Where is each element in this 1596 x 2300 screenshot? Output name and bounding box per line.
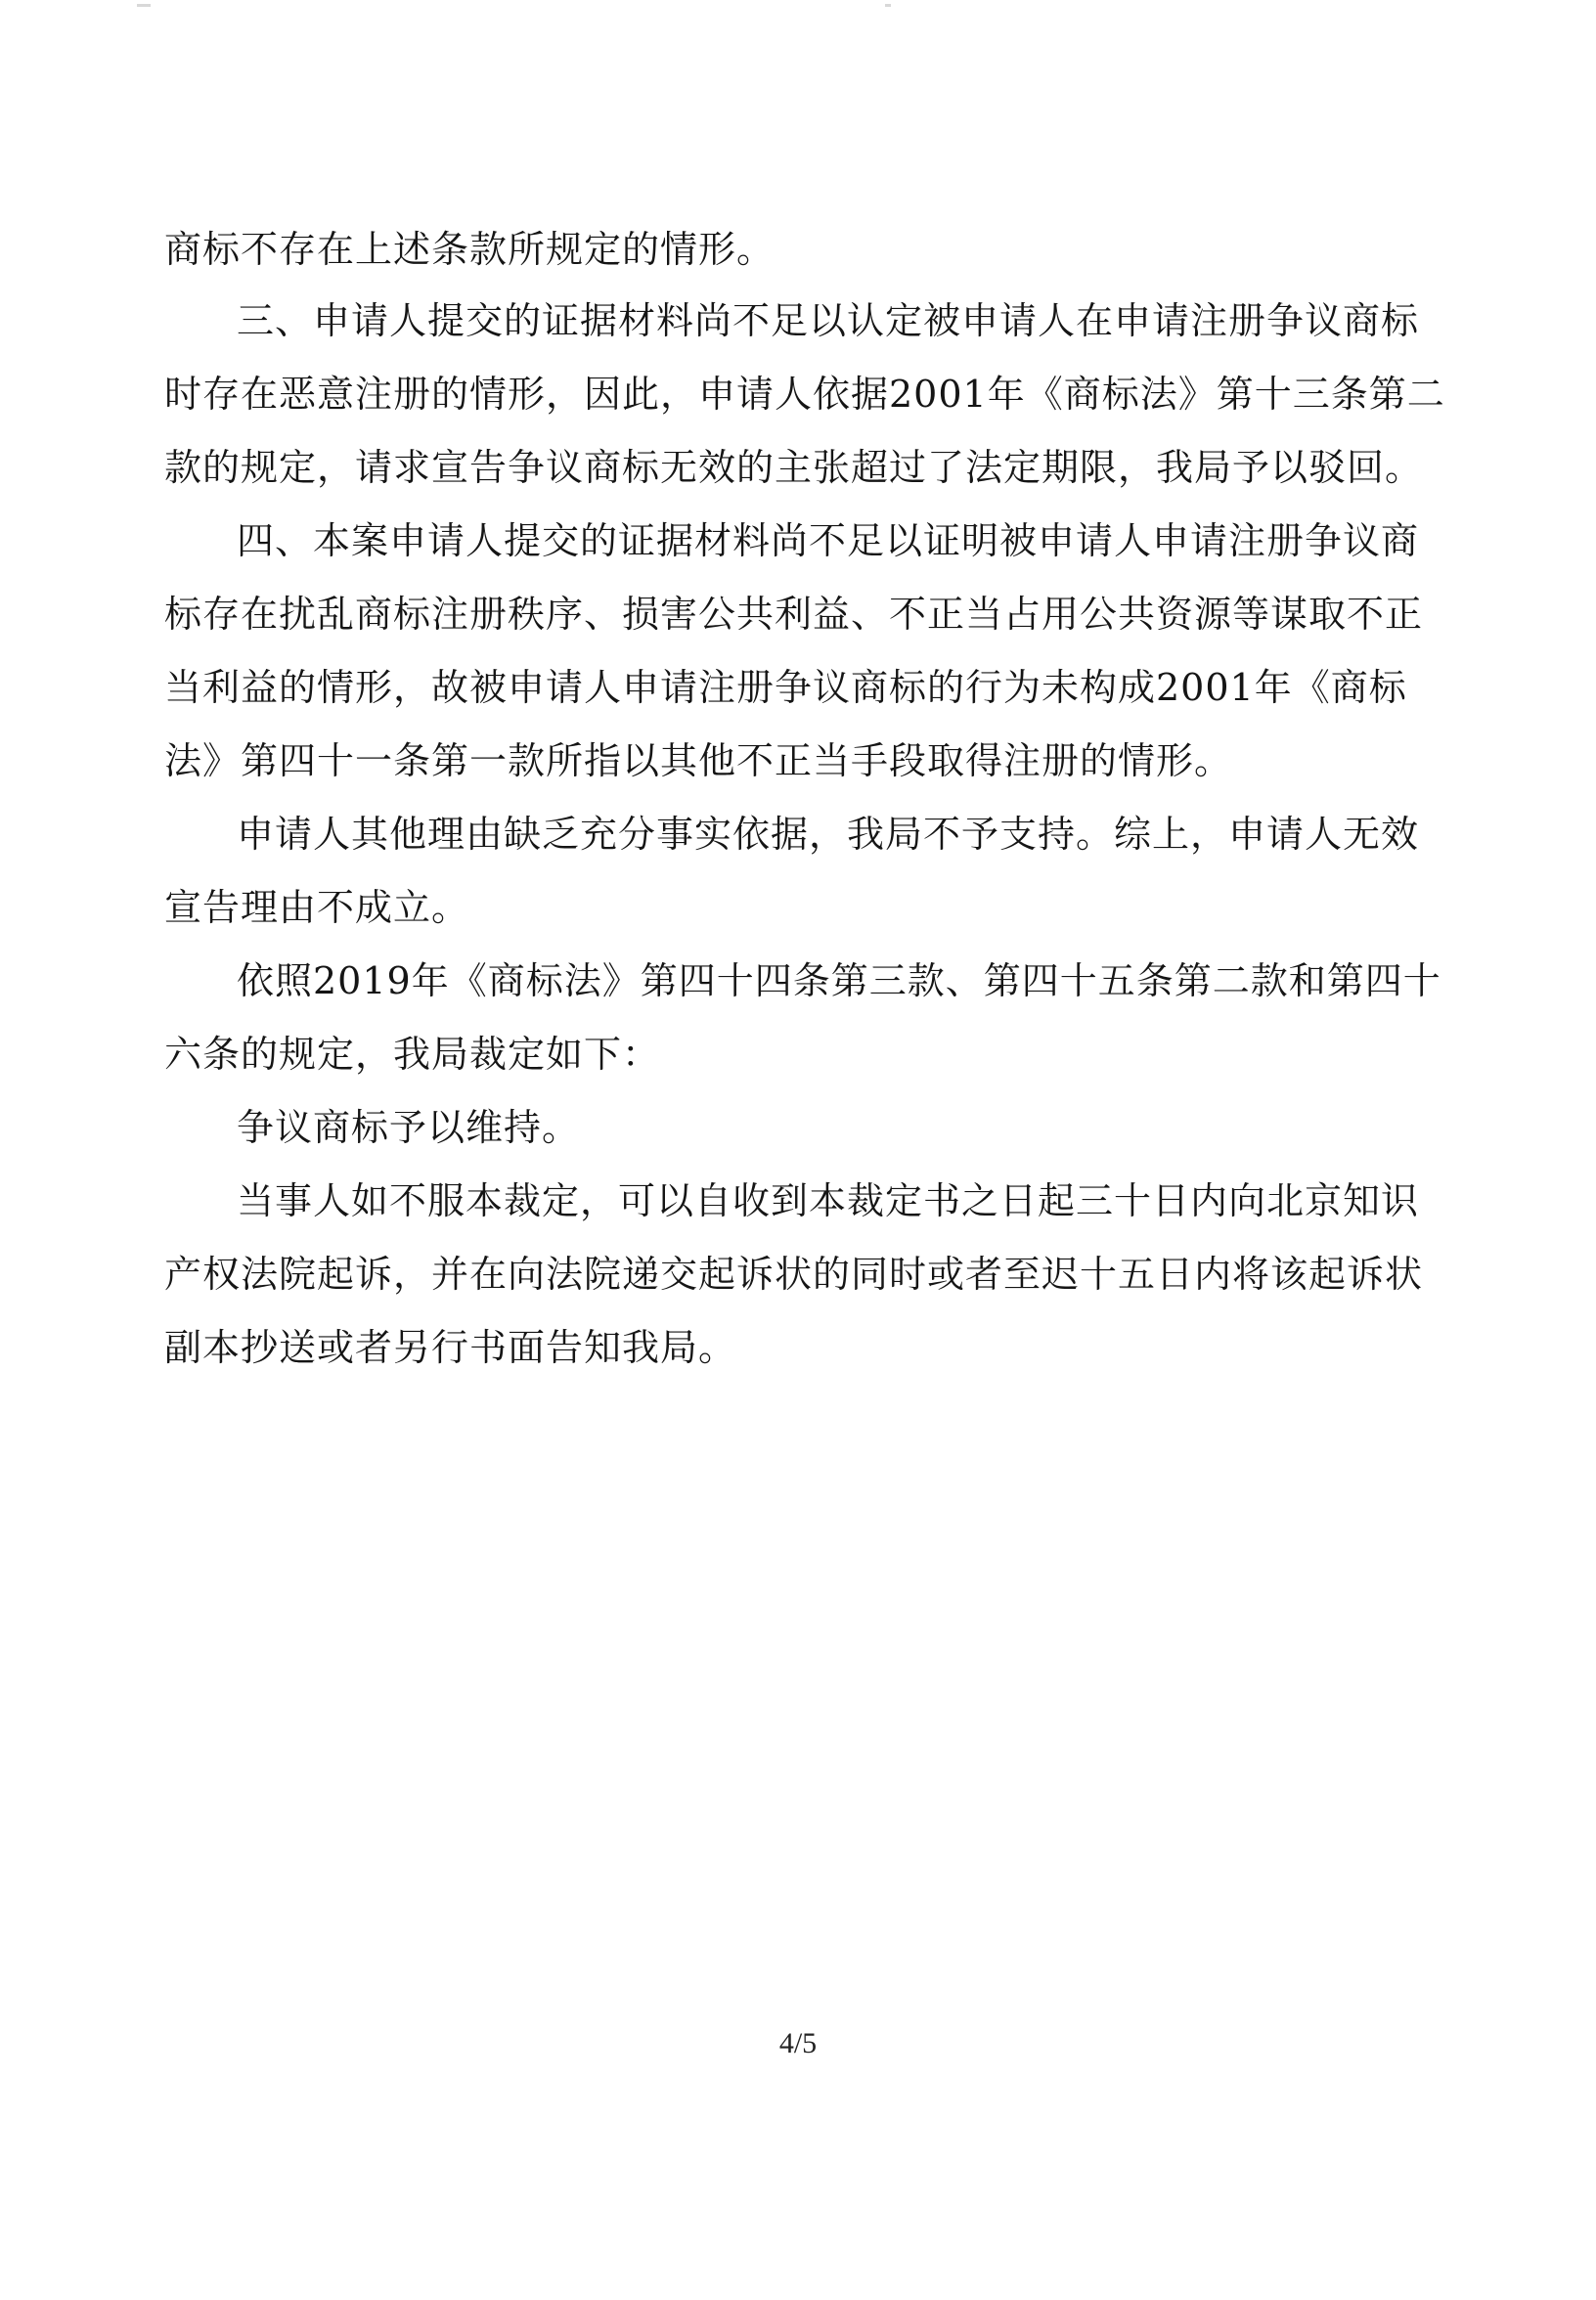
paragraph-line: 法》第四十一条第一款所指以其他不正当手段取得注册的情形。 [164, 739, 1233, 782]
paragraph-line: 副本抄送或者另行书面告知我局。 [164, 1326, 737, 1369]
paragraph-line: 三、申请人提交的证据材料尚不足以认定被申请人在申请注册争议商标 [237, 299, 1420, 342]
paragraph-line: 标存在扰乱商标注册秩序、损害公共利益、不正当占用公共资源等谋取不正 [164, 593, 1424, 636]
paragraph-line: 商标不存在上述条款所规定的情形。 [164, 228, 776, 271]
paragraph-line: 依照2019年《商标法》第四十四条第三款、第四十五条第二款和第四十 [237, 959, 1441, 1002]
paragraph-line: 六条的规定，我局裁定如下： [164, 1033, 661, 1076]
paragraph-line: 产权法院起诉，并在向法院递交起诉状的同时或者至迟十五日内将该起诉状 [164, 1253, 1424, 1296]
paragraph-line: 申请人其他理由缺乏充分事实依据，我局不予支持。综上，申请人无效 [237, 813, 1420, 856]
paragraph-line: 当利益的情形，故被申请人申请注册争议商标的行为未构成2001年《商标 [164, 666, 1407, 709]
scan-mark [137, 4, 151, 7]
paragraph-line: 争议商标予以维持。 [237, 1106, 581, 1149]
paragraph-line: 宣告理由不成立。 [164, 886, 470, 929]
paragraph-line: 时存在恶意注册的情形，因此，申请人依据2001年《商标法》第十三条第二 [164, 373, 1445, 416]
page-number: 4/5 [778, 2027, 818, 2059]
paragraph-line: 当事人如不服本裁定，可以自收到本裁定书之日起三十日内向北京知识 [237, 1179, 1420, 1222]
scan-mark [885, 4, 891, 7]
paragraph-line: 四、本案申请人提交的证据材料尚不足以证明被申请人申请注册争议商 [237, 519, 1420, 562]
paragraph-line: 款的规定，请求宣告争议商标无效的主张超过了法定期限，我局予以驳回。 [164, 446, 1424, 489]
